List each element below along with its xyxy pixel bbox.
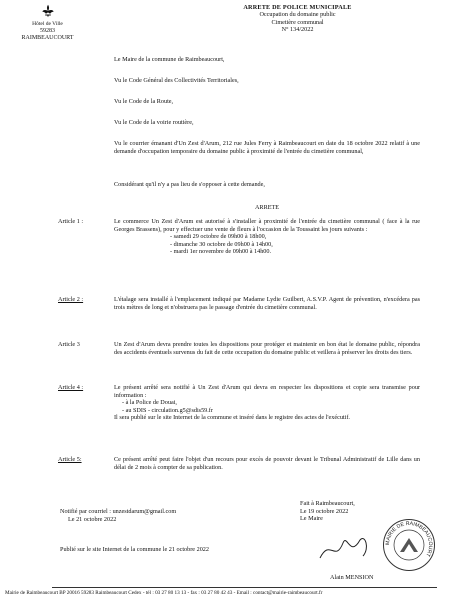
logo-line-1: Hôtel de Ville: [32, 21, 63, 27]
document-header: [190, 4, 405, 34]
article-5-text: Ce présent arrêté peut faire l'objet d'un recours pour excès de pouvoir devant le Tribunal Administratif de Lille dans un délai de 2 mois à compter de sa publication.: [114, 456, 420, 471]
article-2-label: Article 2 :: [58, 296, 84, 303]
arrete-heading: ARRETE: [254, 204, 280, 211]
article-3-label: Article 3: [58, 341, 80, 348]
article-5-label: Article 5:: [58, 456, 82, 463]
article-1-item-3: - mardi 1er novembre de 09h00 à 14h00.: [170, 248, 272, 256]
article-2-text: L'étalage sera installé à l'emplacement indiqué par Madame Lydie Guilbert, A.S.V.P. Agent de prévention, n'excédera pas trois mètres de long et n'obstruera pas le passage d'entrée du cimetière communal.: [114, 296, 420, 311]
published-line: Publié sur le site Internet de la commune le 21 octobre 2022: [60, 546, 209, 553]
article-3-text: Un Zest d'Arum devra prendre toutes les dispositions pour protéger et maintenir en bon état le domaine public, répondra des accidents éventuels survenus du fait de cette occupation du domaine public et veillera à préserver les droits des tiers.: [114, 341, 420, 356]
article-4-text: [114, 384, 420, 422]
mairie-stamp: [382, 518, 436, 572]
article-1-body: Le commerce Un Zest d'Arum est autorisé à s'installer à proximité de l'entrée du cimetière communal ( face à la rue Georges Brassens), pour y effectuer une vente de fleurs à l'occasion de la Toussaint les jours suivants :: [114, 218, 420, 233]
town-logo: [20, 4, 75, 42]
footer-rule: [52, 587, 437, 588]
article-4-item-1: - à la Police de Douai,: [122, 399, 177, 407]
preamble-cgct: Vu le Code Général des Collectivités Territoriales,: [114, 77, 239, 84]
article-4-label: Article 4 :: [58, 384, 84, 391]
article-1-label: Article 1 :: [58, 218, 84, 225]
preamble-considerant: Considérant qu'il n'y a pas lieu de s'opposer à cette demande,: [114, 181, 265, 188]
preamble-courrier: Vu le courrier émanant d'Un Zest d'Arum, 212 rue Jules Ferry à Raimbeaucourt en date du 18 octobre 2022 relatif à une demande d'occupation temporaire du domaine public à proximité de l'entrée du cimetière communal,: [114, 140, 420, 155]
document-title: ARRETE DE POLICE MUNICIPALE: [243, 4, 352, 11]
article-1-item-2: - dimanche 30 octobre de 09h00 à 14h00,: [170, 240, 273, 248]
notification-date: Le 21 octobre 2022: [68, 515, 117, 523]
arrete-number: N° 134/2022: [281, 26, 314, 34]
article-4-item-2: - au SDIS - circulation.g5@sdis59.fr: [122, 406, 213, 414]
mayor-name: Alain MENSION: [330, 574, 374, 581]
signature-date: Le 19 octobre 2022: [300, 507, 349, 515]
footer-contact: Mairie de Raimbeaucourt BP 20016 59283 Raimbeaucourt Cedex - tél : 03 27 80 13 13 - fax : 03 27 80 42 43 - Email : contact@mairie-raimbeaucourt.fr: [5, 590, 323, 596]
signature-role: Le Maire: [300, 515, 323, 523]
preamble-code-voirie: Vu le Code de la voirie routière,: [114, 119, 194, 126]
handwritten-signature: [315, 528, 375, 568]
header-subtitle-1: Occupation du domaine public: [259, 11, 336, 19]
logo-line-2: 59283 RAIMBEAUCOURT: [21, 28, 74, 41]
article-1-item-1: - samedi 29 octobre de 09h00 à 18h00,: [170, 233, 267, 241]
preamble-mayor: Le Maire de la commune de Raimbeaucourt,: [114, 56, 225, 63]
fleur-de-lis-icon: [41, 4, 55, 18]
article-4-body: Le présent arrêté sera notifié à Un Zest d'Arum qui devra en respecter les dispositions et copie sera transmise pour information :: [114, 384, 420, 399]
article-1-text: [114, 218, 420, 256]
preamble-code-route: Vu le Code de la Route,: [114, 98, 174, 105]
notification-line: Notifié par courriel : unzestdarum@gmail.com: [60, 508, 177, 515]
stamp-text: MAIRIE DE RAIMBEAUCOURT: [384, 520, 434, 558]
article-4-item-3: Il sera publié sur le site Internet de la commune et inséré dans le registre des actes de l'exécutif.: [114, 414, 350, 422]
signature-place: Fait à Raimbeaucourt,: [300, 500, 355, 507]
header-subtitle-2: Cimetière communal: [271, 18, 324, 26]
notification-block: [60, 508, 176, 523]
